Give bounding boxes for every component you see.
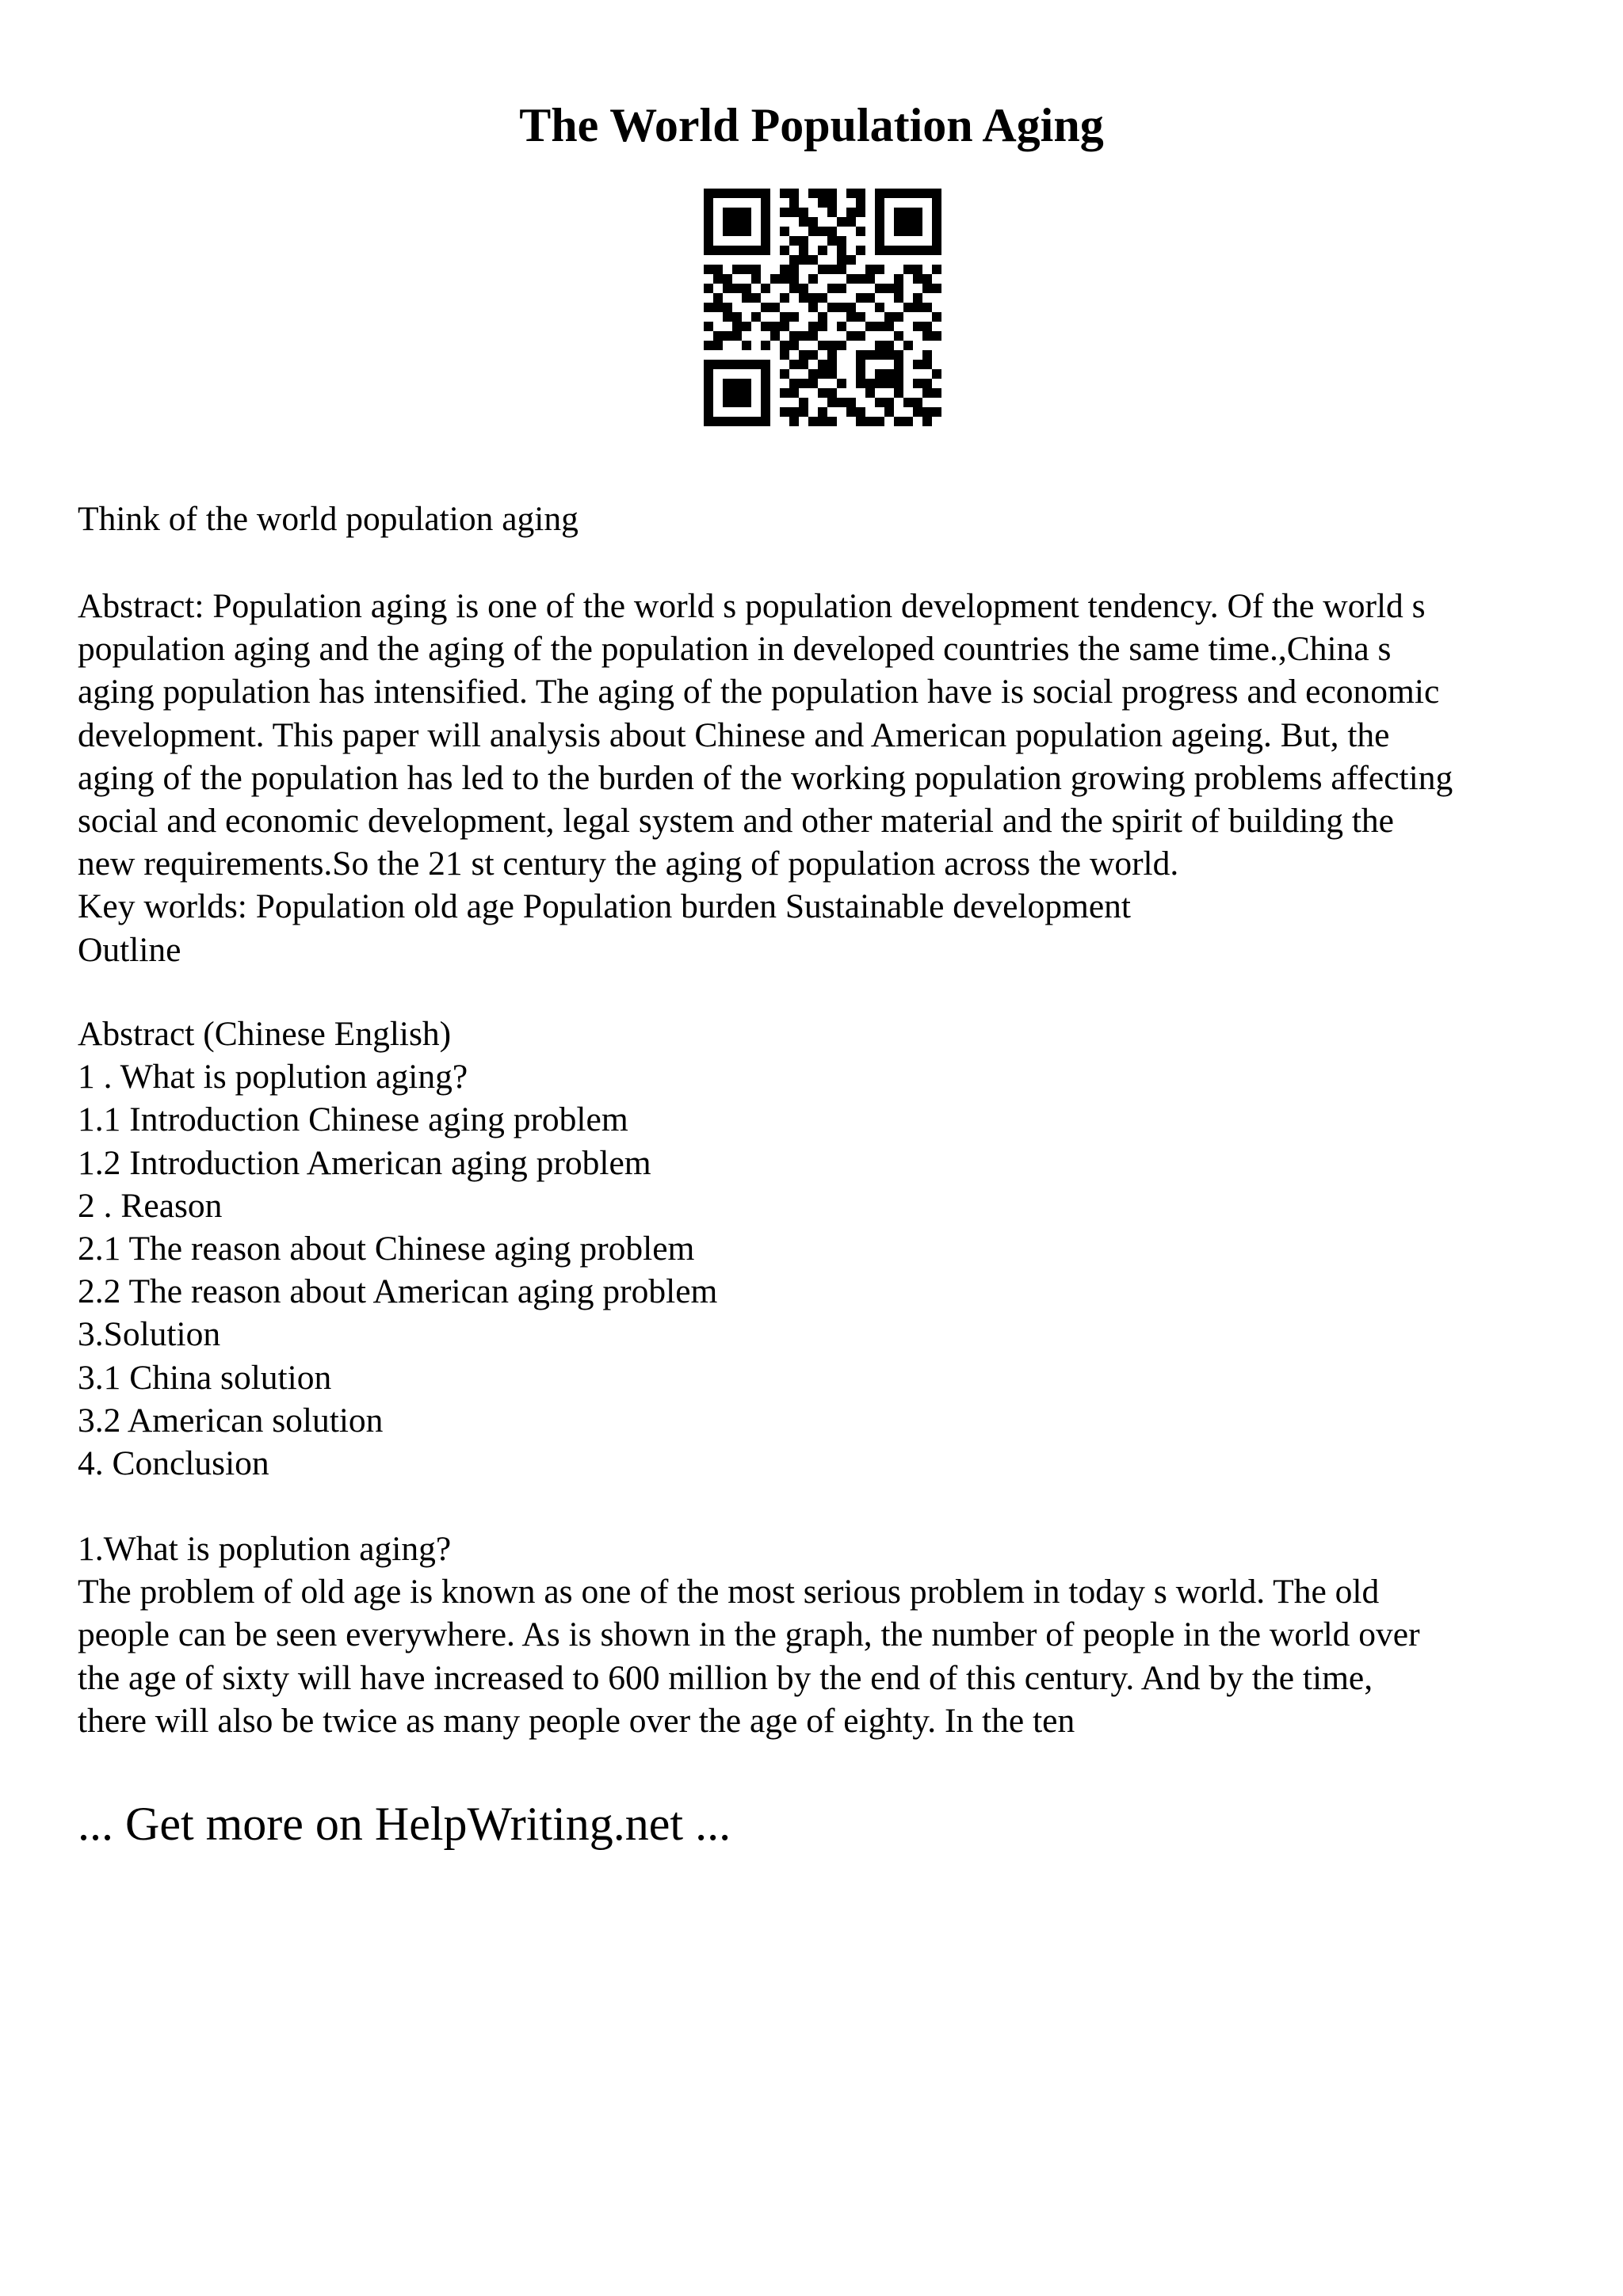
document-title: The World Population Aging	[519, 99, 1104, 151]
outline-item: 3.2 American solution	[78, 1401, 384, 1440]
outline-item: 1.1 Introduction Chinese aging problem	[78, 1100, 628, 1139]
outline-item: 2.2 The reason about American aging problem	[78, 1272, 718, 1311]
section-line: there will also be twice as many people over the age of eighty. In the ten	[78, 1701, 1075, 1740]
outline-heading: Outline	[78, 930, 181, 969]
section-what-is-aging	[78, 1527, 1568, 1742]
outline-item: 1 . What is poplution aging?	[78, 1058, 468, 1097]
abstract-line: social and economic development, legal system and other material and the spirit of building the	[78, 802, 1394, 841]
section-line: The problem of old age is known as one of the most serious problem in today s world. The old	[78, 1573, 1380, 1611]
section-line: the age of sixty will have increased to 600 million by the end of this century. And by the time,	[78, 1658, 1373, 1697]
abstract-line: Abstract: Population aging is one of the world s population development tendency. Of the world s	[78, 587, 1426, 625]
get-more-link[interactable]: ... Get more on HelpWriting.net ...	[78, 1798, 731, 1850]
outline-item: 2.1 The reason about Chinese aging problem	[78, 1230, 695, 1268]
abstract-line: new requirements.So the 21 st century the aging of population across the world.	[78, 845, 1179, 883]
section-heading: 1.What is poplution aging?	[78, 1530, 452, 1568]
outline-item: 1.2 Introduction American aging problem	[78, 1143, 651, 1182]
qr-code-icon	[704, 189, 941, 426]
section-line: people can be seen everywhere. As is shown in the graph, the number of people in the world over	[78, 1615, 1420, 1654]
outline-item: 2 . Reason	[78, 1186, 223, 1225]
subtitle	[78, 498, 1568, 540]
abstract-line: development. This paper will analysis about Chinese and American population ageing. But, the	[78, 715, 1390, 754]
abstract-section	[78, 585, 1568, 971]
abstract-line: aging population has intensified. The aging of the population have is social progress and economic	[78, 673, 1440, 711]
outline-item: 3.1 China solution	[78, 1358, 332, 1397]
outline-item: 3.Solution	[78, 1315, 221, 1354]
keywords-line: Key worlds: Population old age Population burden Sustainable development	[78, 887, 1131, 926]
abstract-line: population aging and the aging of the population in developed countries the same time.,China s	[78, 630, 1392, 669]
abstract-line: aging of the population has led to the burden of the working population growing problems affecting	[78, 758, 1453, 797]
subtitle-text: Think of the world population aging	[78, 500, 579, 538]
outline-item: 4. Conclusion	[78, 1444, 269, 1483]
outline-item: Abstract (Chinese English)	[78, 1015, 452, 1053]
outline-list	[78, 1013, 1568, 1485]
